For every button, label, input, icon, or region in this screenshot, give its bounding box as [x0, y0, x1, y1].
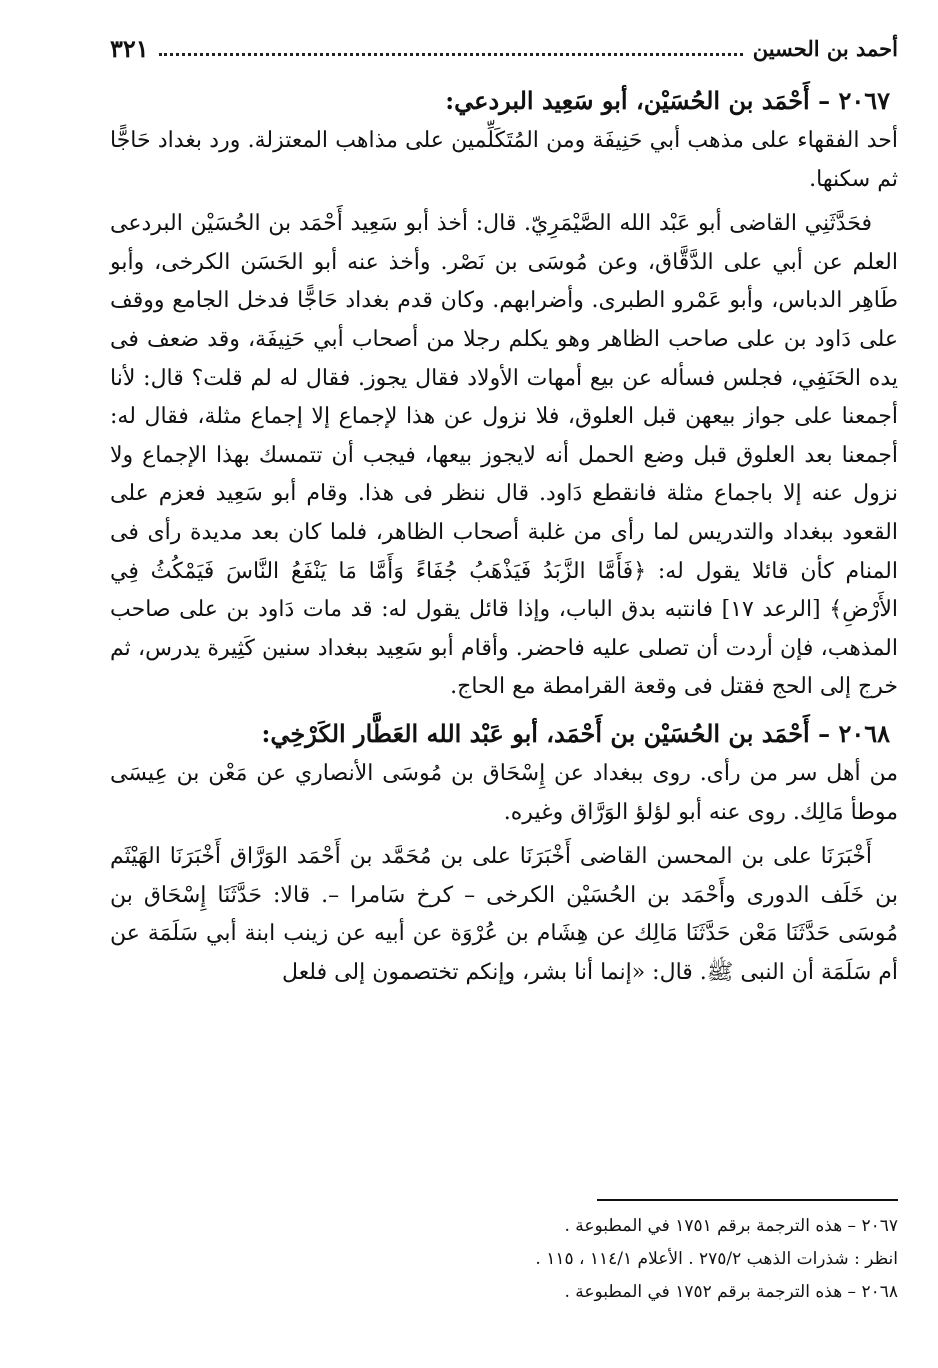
footnote-divider — [597, 1199, 898, 1201]
footnotes — [120, 1210, 898, 1309]
running-title: أحمد بن الحسين — [752, 35, 898, 61]
page-number: ٣٢١ — [110, 33, 149, 63]
entry-2068-intro: من أهل سر من رأى. روى ببغداد عن إِسْحَاق بن مُوسَى الأنصاري عن مَعْن بن عِيسَى موطأ مَالِك. روى عنه أبو لؤلؤ الوَرَّاق وغيره. — [110, 760, 898, 825]
entry-heading-2068: ٢٠٦٨ – أَحْمَد بن الحُسَيْن بن أَحْمَد، أبو عَبْد الله العَطَّار الكَرْخِي: — [261, 718, 890, 748]
entry-2067-intro: أحد الفقهاء على مذهب أبي حَنِيفَة ومن المُتَكَلِّمين على مذاهب المعتزلة. ورد بغداد حَاجًّا ثم سكنها. — [110, 128, 898, 192]
page-header — [110, 30, 898, 66]
footnote-2067: ٢٠٦٧ – هذه الترجمة برقم ١٧٥١ في المطبوعة . — [564, 1216, 898, 1236]
entry-2067-narration: فحَدَّثَنِي القاضى أبو عَبْد الله الصَّيْمَرِيّ. قال: أخذ أبو سَعِيد أَحْمَد بن الحُسَيْن البردعى العلم عن أبي على الدَّقَّاق، وعن مُوسَى بن نَصْر. وأخذ عنه أبو الحَسَن الكرخى، وأبو طَاهِر الدباس، وأبو عَمْرو الطبرى. وأضرابهم. وكان قدم بغداد حَاجًّا فدخل الجامع ووقف على دَاود بن على صاحب الظاهر وهو يكلم رجلا من أصحاب أبي حَنِيفَة، وقد ضعف فى يده الحَنَفِي، فجلس فسأله عن بيع أمهات الأولاد فقال يجوز. فقال له لم قلت؟ قال: لأنا أجمعنا على جواز بيعهن قبل العلوق، فلا نزول عن هذا لإجماع إلا إجماع مثلة، فقال له: أجمعنا بعد العلوق قبل وضع الحمل أنه لايجوز بيعها، فيجب أن تتمسك بهذا الإجماع ولا نزول عنه إلا باجماع مثلة فانقطع دَاود. قال ننظر فى هذا. وقام أبو سَعِيد فعزم على القعود ببغداد والتدريس لما رأى من غلبة أصحاب الظاهر، فلما كان بعد مديدة رأى فى المنام كأن قائلا يقول له: ﴿فَأَمَّا الزَّبَدُ فَيَذْهَبُ جُفَاءً وَأَمَّا مَا يَنْفَعُ النَّاسَ فَيَمْكُثُ فِي الأَرْضِ﴾ [الرعد ١٧] فانتبه بدق الباب، وإذا قائل يقول له: قد مات دَاود بن على صاحب المذهب، فإن أردت أن تصلى عليه فاحضر. وأقام أبو سَعِيد ببغداد سنين كَثِيرة يدرس، ثم خرج إلى الحج فقتل فى وقعة القرامطة مع الحاج. — [110, 211, 898, 700]
page-body — [110, 80, 898, 998]
dotted-leader — [159, 52, 743, 56]
footnote-2068: ٢٠٦٨ – هذه الترجمة برقم ١٧٥٢ في المطبوعة . — [564, 1282, 898, 1302]
entry-heading-2067: ٢٠٦٧ – أَحْمَد بن الحُسَيْن، أبو سَعِيد البردعي: — [445, 86, 890, 115]
entry-2068-isnad: أَخْبَرَنَا على بن المحسن القاضى أَخْبَرَنَا على بن مُحَمَّد بن أَحْمَد الوَرَّاق أَخْبَرَنَا الهَيْثَم بن خَلَف الدورى وأَحْمَد بن الحُسَيْن الكرخى – كرخ سَامرا –. قالا: حَدَّثَنَا إِسْحَاق بن مُوسَى حَدَّثَنَا مَعْن حَدَّثَنَا مَالِك عن هِشَام بن عُرْوَة عن أبيه عن زينب ابنة أبي سَلَمَة عن أم سَلَمَة أن النبى ﷺ. قال: «إنما أنا بشر، وإنكم تختصمون إلى فلعل — [110, 844, 898, 985]
footnote-2067-sources: انظر : شذرات الذهب ٢٧٥/٢ . الأعلام ١١٤/١ ، ١١٥ . — [535, 1249, 898, 1269]
